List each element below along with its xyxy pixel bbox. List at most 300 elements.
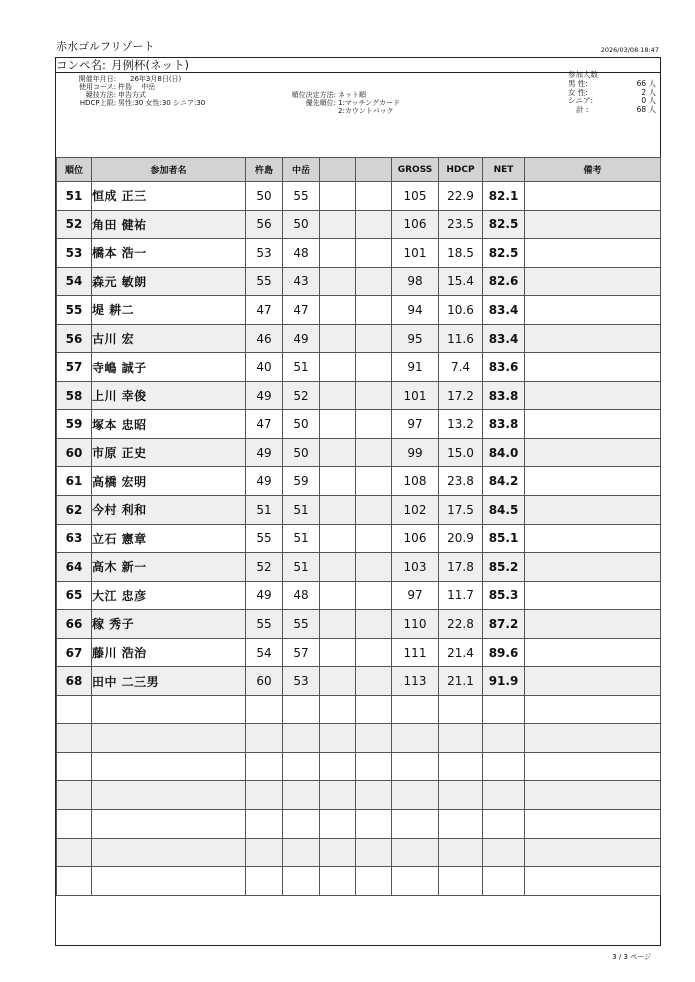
net-cell: 83.4 xyxy=(483,324,525,353)
gross-cell: 108 xyxy=(392,467,439,496)
blank-cell xyxy=(356,438,392,467)
priority-2: 2:カウントバック xyxy=(338,107,394,115)
total-label: 計 : xyxy=(576,104,589,114)
hdcp-cell: 23.5 xyxy=(439,210,483,239)
net-cell: 83.8 xyxy=(483,410,525,439)
gross-cell: 105 xyxy=(392,182,439,211)
blank-cell xyxy=(320,496,356,525)
out-score-cell: 47 xyxy=(246,410,283,439)
rank-cell: 68 xyxy=(57,667,92,696)
header-gross: GROSS xyxy=(392,158,439,182)
table-row xyxy=(57,610,661,639)
header-in: 中岳 xyxy=(283,158,320,182)
name-cell: 藤川 浩治 xyxy=(92,638,246,667)
in-score-cell: 43 xyxy=(283,267,320,296)
empty-cell xyxy=(320,867,356,896)
blank-cell xyxy=(320,553,356,582)
info-values-left xyxy=(118,75,205,107)
remarks-cell xyxy=(525,410,661,439)
rank-cell: 62 xyxy=(57,496,92,525)
gross-cell: 110 xyxy=(392,610,439,639)
hdcp-cell: 22.9 xyxy=(439,182,483,211)
in-score-cell: 51 xyxy=(283,553,320,582)
blank-cell xyxy=(320,638,356,667)
empty-cell xyxy=(92,752,246,781)
empty-cell xyxy=(92,867,246,896)
empty-table-row xyxy=(57,810,661,839)
female-label: 女 性: xyxy=(568,87,588,97)
net-cell: 85.3 xyxy=(483,581,525,610)
empty-cell xyxy=(439,724,483,753)
rank-cell: 64 xyxy=(57,553,92,582)
blank-cell xyxy=(356,353,392,382)
name-cell: 上川 幸俊 xyxy=(92,381,246,410)
rank-cell: 57 xyxy=(57,353,92,382)
name-cell: 立石 憲章 xyxy=(92,524,246,553)
empty-cell xyxy=(283,810,320,839)
name-cell: 森元 敏朗 xyxy=(92,267,246,296)
empty-cell xyxy=(439,695,483,724)
results-table xyxy=(56,157,661,896)
out-score-cell: 52 xyxy=(246,553,283,582)
table-row xyxy=(57,267,661,296)
rank-cell: 55 xyxy=(57,296,92,325)
empty-cell xyxy=(525,695,661,724)
in-score-cell: 50 xyxy=(283,410,320,439)
in-score-cell: 57 xyxy=(283,638,320,667)
in-score-cell: 55 xyxy=(283,182,320,211)
rank-cell: 52 xyxy=(57,210,92,239)
empty-cell xyxy=(57,838,92,867)
empty-table-row xyxy=(57,867,661,896)
empty-cell xyxy=(483,752,525,781)
empty-cell xyxy=(483,724,525,753)
competition-label: コンペ名: xyxy=(56,58,106,72)
out-score-cell: 53 xyxy=(246,239,283,268)
table-row xyxy=(57,467,661,496)
net-cell: 82.5 xyxy=(483,239,525,268)
empty-cell xyxy=(92,695,246,724)
table-row xyxy=(57,381,661,410)
name-cell: 高橋 宏明 xyxy=(92,467,246,496)
empty-cell xyxy=(57,781,92,810)
in-score-cell: 48 xyxy=(283,239,320,268)
hdcp-cell: 10.6 xyxy=(439,296,483,325)
blank-cell xyxy=(356,553,392,582)
method-label: 競技方法: xyxy=(85,91,116,99)
out-score-cell: 47 xyxy=(246,296,283,325)
header-remarks: 備考 xyxy=(525,158,661,182)
method-value: 申告方式 xyxy=(118,91,146,99)
empty-cell xyxy=(356,838,392,867)
rank-cell: 54 xyxy=(57,267,92,296)
hdcp-cell: 11.7 xyxy=(439,581,483,610)
remarks-cell xyxy=(525,353,661,382)
in-score-cell: 47 xyxy=(283,296,320,325)
header-hdcp: HDCP xyxy=(439,158,483,182)
blank-cell xyxy=(320,239,356,268)
name-cell: 恒成 正三 xyxy=(92,182,246,211)
empty-cell xyxy=(246,695,283,724)
empty-cell xyxy=(439,838,483,867)
rank-cell: 53 xyxy=(57,239,92,268)
empty-cell xyxy=(320,724,356,753)
net-cell: 89.6 xyxy=(483,638,525,667)
empty-cell xyxy=(92,724,246,753)
empty-cell xyxy=(246,724,283,753)
name-cell: 塚本 忠昭 xyxy=(92,410,246,439)
blank-cell xyxy=(356,324,392,353)
rank-cell: 61 xyxy=(57,467,92,496)
out-score-cell: 49 xyxy=(246,381,283,410)
remarks-cell xyxy=(525,581,661,610)
info-labels-left xyxy=(60,75,116,107)
remarks-cell xyxy=(525,182,661,211)
blank-cell xyxy=(356,296,392,325)
hdcp-cell: 7.4 xyxy=(439,353,483,382)
table-row xyxy=(57,581,661,610)
course-label: 使用コース: xyxy=(78,83,116,91)
table-header-row xyxy=(57,158,661,182)
empty-cell xyxy=(356,695,392,724)
gross-cell: 113 xyxy=(392,667,439,696)
table-row xyxy=(57,353,661,382)
empty-cell xyxy=(439,810,483,839)
female-count: 2 人 xyxy=(641,87,656,97)
empty-cell xyxy=(525,781,661,810)
rank-cell: 58 xyxy=(57,381,92,410)
out-score-cell: 46 xyxy=(246,324,283,353)
empty-cell xyxy=(525,810,661,839)
empty-cell xyxy=(246,867,283,896)
empty-cell xyxy=(320,752,356,781)
blank-cell xyxy=(356,267,392,296)
club-name: 赤水ゴルフリゾート xyxy=(56,40,155,53)
out-score-cell: 56 xyxy=(246,210,283,239)
hdcp-cell: 18.5 xyxy=(439,239,483,268)
rank-cell: 65 xyxy=(57,581,92,610)
empty-cell xyxy=(283,781,320,810)
blank-cell xyxy=(320,296,356,325)
empty-cell xyxy=(392,695,439,724)
in-score-cell: 50 xyxy=(283,438,320,467)
in-score-cell: 51 xyxy=(283,496,320,525)
hdcp-label: HDCP上限: xyxy=(79,99,116,107)
date-value: 26年3月8日(日) xyxy=(130,75,182,83)
remarks-cell xyxy=(525,496,661,525)
out-score-cell: 55 xyxy=(246,524,283,553)
remarks-cell xyxy=(525,296,661,325)
remarks-cell xyxy=(525,553,661,582)
out-score-cell: 55 xyxy=(246,267,283,296)
table-row xyxy=(57,210,661,239)
priority-1: 1:マッチングカード xyxy=(338,99,401,107)
table-row xyxy=(57,438,661,467)
in-score-cell: 59 xyxy=(283,467,320,496)
out-score-cell: 40 xyxy=(246,353,283,382)
remarks-cell xyxy=(525,267,661,296)
competition-name: 月例杯(ネット) xyxy=(111,58,189,72)
in-score-cell: 52 xyxy=(283,381,320,410)
empty-cell xyxy=(246,838,283,867)
table-row xyxy=(57,296,661,325)
gross-cell: 98 xyxy=(392,267,439,296)
in-score-cell: 48 xyxy=(283,581,320,610)
net-cell: 91.9 xyxy=(483,667,525,696)
info-labels-middle xyxy=(270,91,336,107)
page-number: 3 / 3 ページ xyxy=(612,953,651,961)
name-cell: 田中 二三男 xyxy=(92,667,246,696)
remarks-cell xyxy=(525,438,661,467)
gross-cell: 102 xyxy=(392,496,439,525)
in-score-cell: 55 xyxy=(283,610,320,639)
remarks-cell xyxy=(525,239,661,268)
table-row xyxy=(57,324,661,353)
hdcp-cell: 15.4 xyxy=(439,267,483,296)
empty-cell xyxy=(525,838,661,867)
blank-cell xyxy=(356,239,392,268)
empty-cell xyxy=(356,752,392,781)
empty-cell xyxy=(525,724,661,753)
table-row xyxy=(57,667,661,696)
blank-cell xyxy=(356,210,392,239)
info-values-middle xyxy=(338,91,400,115)
blank-cell xyxy=(356,667,392,696)
empty-cell xyxy=(320,781,356,810)
empty-cell xyxy=(483,695,525,724)
name-cell: 堤 耕二 xyxy=(92,296,246,325)
name-cell: 大江 忠彦 xyxy=(92,581,246,610)
header-name: 参加者名 xyxy=(92,158,246,182)
hdcp-cell: 11.6 xyxy=(439,324,483,353)
gross-cell: 111 xyxy=(392,638,439,667)
gross-cell: 94 xyxy=(392,296,439,325)
blank-cell xyxy=(320,381,356,410)
blank-cell xyxy=(320,410,356,439)
empty-cell xyxy=(356,867,392,896)
out-score-cell: 49 xyxy=(246,467,283,496)
name-cell: 角田 健祐 xyxy=(92,210,246,239)
blank-cell xyxy=(320,610,356,639)
header-rank: 順位 xyxy=(57,158,92,182)
empty-cell xyxy=(57,695,92,724)
table-row xyxy=(57,553,661,582)
blank-cell xyxy=(320,438,356,467)
rank-method-value: ネット順 xyxy=(338,91,366,99)
hdcp-cell: 23.8 xyxy=(439,467,483,496)
empty-cell xyxy=(439,867,483,896)
empty-cell xyxy=(92,838,246,867)
empty-cell xyxy=(57,724,92,753)
net-cell: 84.0 xyxy=(483,438,525,467)
empty-cell xyxy=(392,724,439,753)
in-score-cell: 49 xyxy=(283,324,320,353)
male-count: 66 人 xyxy=(636,79,656,89)
remarks-cell xyxy=(525,210,661,239)
empty-cell xyxy=(283,867,320,896)
empty-cell xyxy=(439,781,483,810)
empty-cell xyxy=(356,724,392,753)
net-cell: 83.6 xyxy=(483,353,525,382)
net-cell: 84.2 xyxy=(483,467,525,496)
gross-cell: 91 xyxy=(392,353,439,382)
table-row xyxy=(57,524,661,553)
empty-cell xyxy=(246,810,283,839)
empty-cell xyxy=(483,867,525,896)
empty-cell xyxy=(320,810,356,839)
blank-cell xyxy=(320,324,356,353)
header-blank-1 xyxy=(320,158,356,182)
blank-cell xyxy=(320,353,356,382)
name-cell: 高木 新一 xyxy=(92,553,246,582)
blank-cell xyxy=(356,496,392,525)
rank-cell: 67 xyxy=(57,638,92,667)
remarks-cell xyxy=(525,524,661,553)
net-cell: 85.1 xyxy=(483,524,525,553)
net-cell: 82.5 xyxy=(483,210,525,239)
hdcp-cell: 17.8 xyxy=(439,553,483,582)
out-score-cell: 49 xyxy=(246,438,283,467)
total-count: 68 人 xyxy=(636,104,656,114)
rank-cell: 63 xyxy=(57,524,92,553)
empty-table-row xyxy=(57,724,661,753)
out-score-cell: 55 xyxy=(246,610,283,639)
rank-cell: 51 xyxy=(57,182,92,211)
empty-cell xyxy=(283,695,320,724)
remarks-cell xyxy=(525,667,661,696)
date-label: 開催年月日: xyxy=(78,75,116,83)
out-score-cell: 50 xyxy=(246,182,283,211)
gross-cell: 103 xyxy=(392,553,439,582)
male-label: 男 性: xyxy=(568,79,588,89)
in-score-cell: 51 xyxy=(283,524,320,553)
table-row xyxy=(57,182,661,211)
remarks-cell xyxy=(525,638,661,667)
blank-cell xyxy=(320,210,356,239)
empty-cell xyxy=(356,810,392,839)
net-cell: 83.4 xyxy=(483,296,525,325)
empty-cell xyxy=(483,838,525,867)
blank-cell xyxy=(356,467,392,496)
header-net: NET xyxy=(483,158,525,182)
blank-cell xyxy=(320,182,356,211)
header-out: 杵島 xyxy=(246,158,283,182)
hdcp-cell: 21.4 xyxy=(439,638,483,667)
empty-cell xyxy=(57,867,92,896)
print-datetime: 2026/03/08 18:47 xyxy=(600,46,659,54)
name-cell: 市原 正史 xyxy=(92,438,246,467)
hdcp-cell: 21.1 xyxy=(439,667,483,696)
rank-cell: 66 xyxy=(57,610,92,639)
remarks-cell xyxy=(525,381,661,410)
empty-cell xyxy=(246,752,283,781)
gross-cell: 101 xyxy=(392,381,439,410)
empty-cell xyxy=(283,752,320,781)
empty-cell xyxy=(92,781,246,810)
gross-cell: 97 xyxy=(392,581,439,610)
net-cell: 82.1 xyxy=(483,182,525,211)
blank-cell xyxy=(356,524,392,553)
empty-cell xyxy=(283,724,320,753)
empty-cell xyxy=(392,752,439,781)
remarks-cell xyxy=(525,467,661,496)
hdcp-cell: 17.2 xyxy=(439,381,483,410)
rank-cell: 59 xyxy=(57,410,92,439)
empty-cell xyxy=(246,781,283,810)
gross-cell: 99 xyxy=(392,438,439,467)
in-score-cell: 53 xyxy=(283,667,320,696)
empty-cell xyxy=(392,867,439,896)
blank-cell xyxy=(356,381,392,410)
empty-table-row xyxy=(57,752,661,781)
out-score-cell: 49 xyxy=(246,581,283,610)
blank-cell xyxy=(320,667,356,696)
priority-label: 優先順位: xyxy=(305,99,336,107)
hdcp-cell: 20.9 xyxy=(439,524,483,553)
remarks-cell xyxy=(525,610,661,639)
net-cell: 87.2 xyxy=(483,610,525,639)
empty-cell xyxy=(92,810,246,839)
net-cell: 85.2 xyxy=(483,553,525,582)
name-cell: 稼 秀子 xyxy=(92,610,246,639)
results-sheet xyxy=(55,57,661,946)
net-cell: 84.5 xyxy=(483,496,525,525)
empty-cell xyxy=(320,838,356,867)
empty-cell xyxy=(483,781,525,810)
name-cell: 今村 利和 xyxy=(92,496,246,525)
out-score-cell: 51 xyxy=(246,496,283,525)
gross-cell: 97 xyxy=(392,410,439,439)
table-body xyxy=(57,182,661,896)
name-cell: 古川 宏 xyxy=(92,324,246,353)
senior-label: シニア: xyxy=(568,96,594,106)
empty-cell xyxy=(320,695,356,724)
empty-cell xyxy=(283,838,320,867)
in-score-cell: 51 xyxy=(283,353,320,382)
empty-cell xyxy=(356,781,392,810)
empty-table-row xyxy=(57,781,661,810)
blank-cell xyxy=(320,524,356,553)
empty-table-row xyxy=(57,838,661,867)
blank-cell xyxy=(356,581,392,610)
empty-cell xyxy=(57,810,92,839)
blank-cell xyxy=(356,610,392,639)
hdcp-value: 男性:30 女性:30 シニア:30 xyxy=(118,99,206,107)
blank-cell xyxy=(356,410,392,439)
empty-cell xyxy=(525,752,661,781)
net-cell: 83.8 xyxy=(483,381,525,410)
blank-cell xyxy=(356,182,392,211)
net-cell: 82.6 xyxy=(483,267,525,296)
blank-cell xyxy=(356,638,392,667)
blank-cell xyxy=(320,581,356,610)
empty-cell xyxy=(483,810,525,839)
table-row xyxy=(57,239,661,268)
senior-count: 0 人 xyxy=(641,96,656,106)
name-cell: 橋本 浩一 xyxy=(92,239,246,268)
empty-cell xyxy=(439,752,483,781)
table-row xyxy=(57,496,661,525)
empty-cell xyxy=(525,867,661,896)
rank-cell: 60 xyxy=(57,438,92,467)
course-value: 杵島 中岳 xyxy=(118,83,156,91)
gross-cell: 95 xyxy=(392,324,439,353)
empty-cell xyxy=(392,781,439,810)
gross-cell: 106 xyxy=(392,210,439,239)
rank-cell: 56 xyxy=(57,324,92,353)
gross-cell: 106 xyxy=(392,524,439,553)
hdcp-cell: 15.0 xyxy=(439,438,483,467)
